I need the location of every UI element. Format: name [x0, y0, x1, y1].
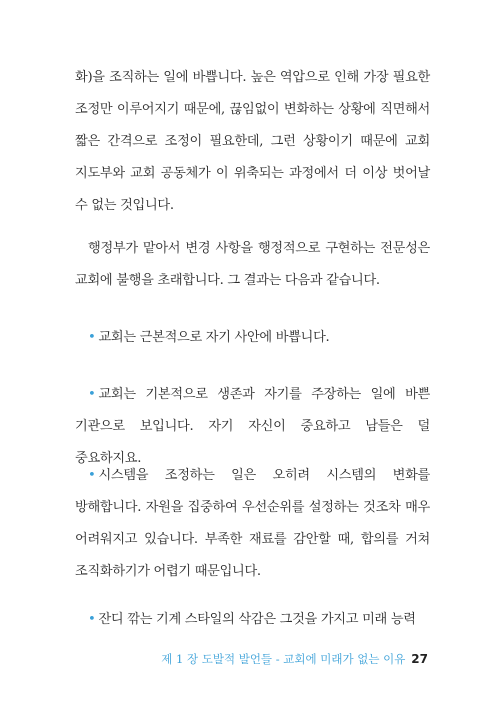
page-footer — [161, 651, 428, 667]
bullet-text: 시스템을 조정하는 일은 오히려 시스템의 변화를 방해합니다. 자원을 집중하여 우선순위를 설정하는 것조차 매우 어려워지고 있습니다. 부족한 재료를 감안할 때, 합의를 거쳐 조직화하기가 어렵기 때문입니다. — [75, 468, 430, 579]
paragraph-2 — [75, 233, 430, 297]
paragraph-1 — [75, 62, 430, 222]
bullet-item-1 — [75, 322, 430, 354]
bullet-text: 잔디 깎는 기계 스타일의 삭감은 그것을 가지고 미래 능력 — [98, 612, 416, 627]
bullet-icon: • — [88, 387, 96, 402]
bullet-icon: • — [88, 612, 96, 627]
bullet-icon: • — [88, 468, 96, 483]
page-number: 27 — [411, 652, 428, 666]
bullet-text: 교회는 기본적으로 생존과 자기를 주장하는 일에 바쁜 기관으로 보입니다. 자기 자신이 중요하고 남들은 덜 중요하지요. — [75, 387, 430, 466]
bullet-icon: • — [88, 330, 96, 345]
paragraph-text: 화)을 조직하는 일에 바쁩니다. 높은 역압으로 인해 가장 필요한 조정만 이루어지기 때문에, 끊임없이 변화하는 상황에 직면해서 짧은 간격으로 조정이 필요한데, 그런 상황이기 때문에 교회 지도부와 교회 공동체가 이 위축되는 과정에서 더 이상 벗어날 수 없는 것입니다. — [75, 70, 430, 213]
paragraph-text: 행정부가 맡아서 변경 사항을 행정적으로 구현하는 전문성은 교회에 불행을 초래합니다. 그 결과는 다음과 같습니다. — [75, 241, 430, 288]
bullet-text: 교회는 근본적으로 자기 사안에 바쁩니다. — [98, 330, 330, 345]
bullet-item-3 — [75, 460, 430, 588]
bullet-item-4 — [75, 604, 430, 636]
running-chapter-title: 제 1 장 도발적 발언들 - 교회에 미래가 없는 이유 — [161, 652, 406, 666]
